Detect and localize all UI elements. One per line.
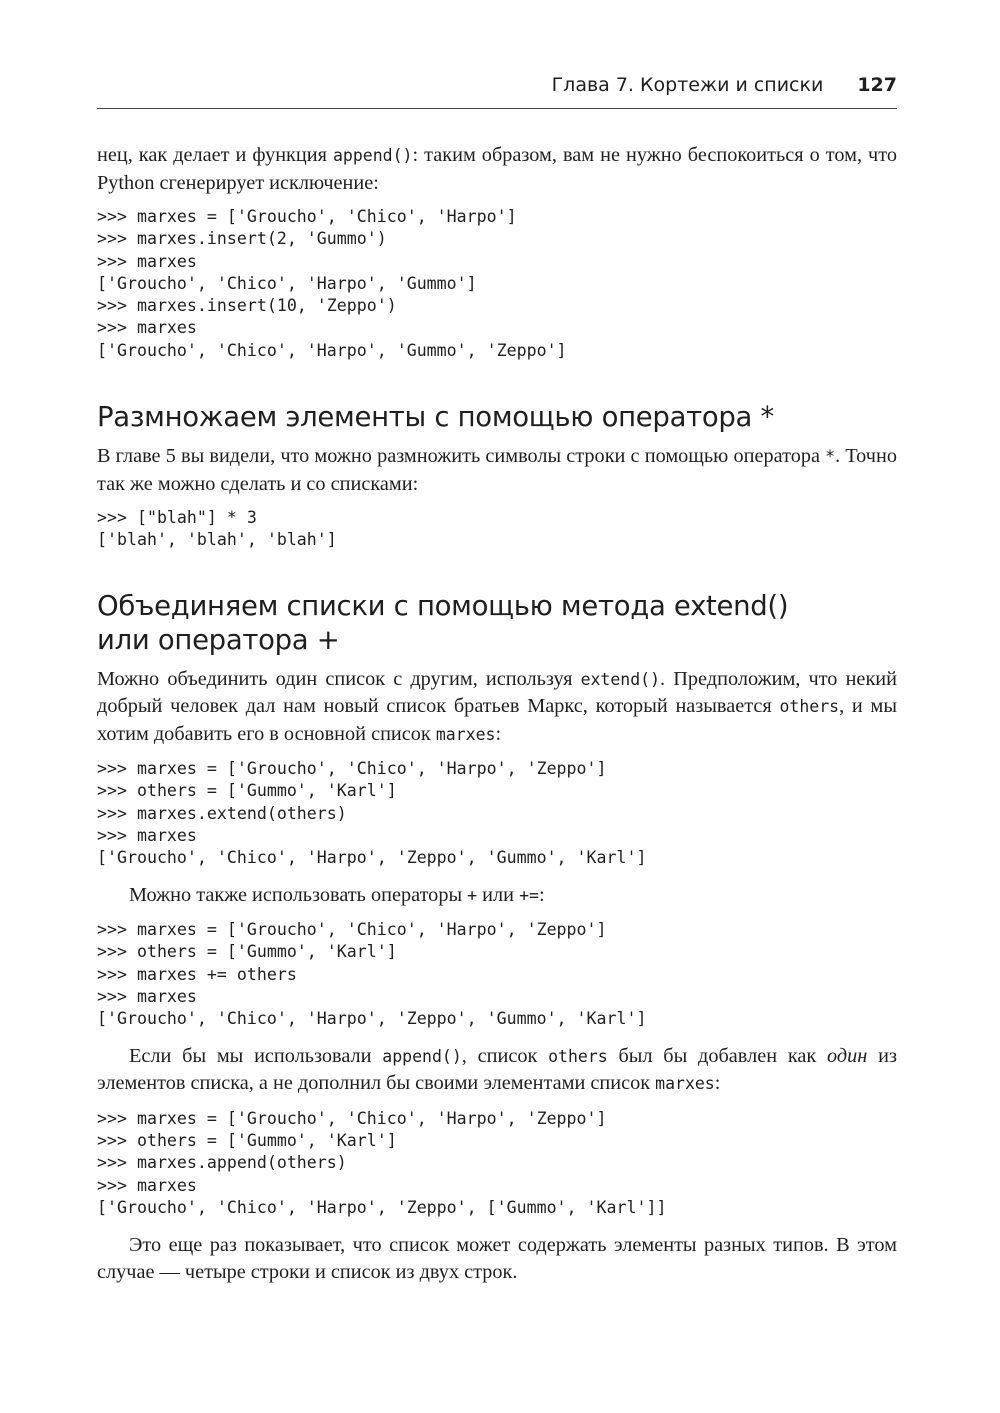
code-line: >>> others = ['Gummo', 'Karl'] [97,1130,397,1150]
code-line: >>> others = ['Gummo', 'Karl'] [97,942,397,962]
chapter-title: Глава 7. Кортежи и списки [551,74,824,96]
inline-code: append() [382,1046,462,1066]
inline-code: others [779,697,840,717]
code-line: ['blah', 'blah', 'blah'] [97,530,337,550]
paragraph-plus-operators: Можно также использовать операторы + или +=: [129,883,545,906]
code-line: >>> marxes [97,826,197,846]
page-body [97,142,897,1285]
inline-code: extend() [580,669,661,689]
code-line: ['Groucho', 'Chico', 'Harpo', 'Zeppo', ['Gummo', 'Karl']] [97,1197,667,1217]
code-line: >>> others = ['Gummo', 'Karl'] [97,781,397,801]
paragraph-multiply: В главе 5 вы видели, что можно размножить символы строки с помощью оператора *. Точно так же можно сделать и со списками: [97,445,897,495]
code-block-insert [97,206,897,362]
inline-code: append() [332,146,413,165]
section-heading-multiply: Размножаем элементы с помощью оператора * [97,401,774,434]
code-line: ['Groucho', 'Chico', 'Harpo', 'Zeppo', 'Gummo', 'Karl'] [97,1009,647,1029]
code-block-extend [97,758,897,869]
code-line: >>> marxes.extend(others) [97,803,347,823]
inline-code: + [467,885,478,905]
inline-code: * [825,447,836,467]
code-line: >>> ["blah"] * 3 [97,508,257,528]
code-block-append [97,1108,897,1219]
running-header [97,74,897,102]
paragraph-insert-end: нец, как делает и функция append(): таким образом, вам не нужно беспокоиться о том, что Python сгенерирует исключение: [97,144,897,194]
code-line: >>> marxes += others [97,964,297,984]
inline-code: marxes [655,1074,715,1094]
code-line: >>> marxes [97,1175,197,1195]
code-block-multiply [97,507,897,552]
inline-code: marxes [435,724,496,744]
code-line: >>> marxes [97,318,197,338]
page-number: 127 [857,74,897,96]
code-line: ['Groucho', 'Chico', 'Harpo', 'Gummo'] [97,273,477,293]
code-line: >>> marxes.append(others) [97,1153,347,1173]
code-line: >>> marxes = ['Groucho', 'Chico', 'Harpo', 'Zeppo'] [97,920,607,940]
section-heading-extend: Объединяем списки с помощью метода extend() или оператора + [97,589,789,656]
code-line: >>> marxes = ['Groucho', 'Chico', 'Harpo', 'Zeppo'] [97,759,607,779]
paragraph-append-compare: Если бы мы использовали append(), список others был бы добавлен как один из элементов списка, а не дополнил бы своими элементами список marxes: [97,1044,897,1095]
inline-code: += [519,885,539,905]
code-line: >>> marxes [97,251,197,271]
code-line: >>> marxes = ['Groucho', 'Chico', 'Harpo', 'Zeppo'] [97,1108,607,1128]
code-line: >>> marxes [97,987,197,1007]
code-line: ['Groucho', 'Chico', 'Harpo', 'Zeppo', 'Gummo', 'Karl'] [97,848,647,868]
code-line: ['Groucho', 'Chico', 'Harpo', 'Gummo', 'Zeppo'] [97,340,567,360]
paragraph-conclusion: Это еще раз показывает, что список может содержать элементы разных типов. В этом случае — четыре строки и список из двух строк. [97,1234,897,1283]
inline-code: others [548,1046,608,1066]
code-line: >>> marxes = ['Groucho', 'Chico', 'Harpo'] [97,207,517,226]
paragraph-extend: Можно объединить один список с другим, используя extend(). Предположим, что некий добрый человек дал нам новый список братьев Маркс, который называется others, и мы хотим добавить его в основной список marxes: [97,667,898,745]
code-line: >>> marxes.insert(2, 'Gummo') [97,229,387,249]
code-line: >>> marxes.insert(10, 'Zeppo') [97,296,397,316]
code-block-plus-equals [97,919,897,1030]
header-rule [97,108,897,109]
